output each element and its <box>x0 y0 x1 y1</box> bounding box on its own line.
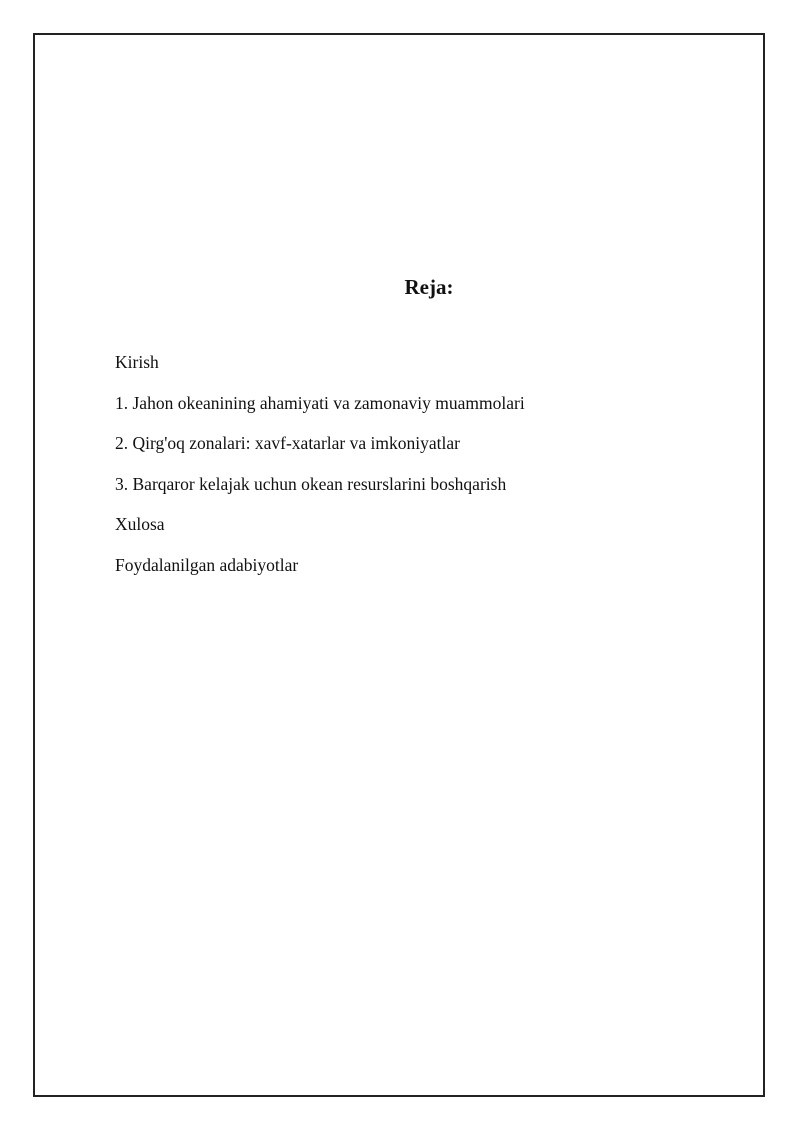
toc-item-conclusion: Xulosa <box>115 514 165 534</box>
toc-item-chapter-3: 3. Barqaror kelajak uchun okean resurslarini boshqarish <box>115 473 507 494</box>
toc-item-chapter-1: 1. Jahon okeanining ahamiyati va zamonaviy muammolari <box>115 392 525 413</box>
toc-item-introduction: Kirish <box>115 352 159 372</box>
page-title: Reja: <box>404 275 454 299</box>
table-of-contents <box>115 351 525 594</box>
toc-item-references: Foydalanilgan adabiyotlar <box>115 554 299 575</box>
toc-item-chapter-2: 2. Qirg'oq zonalari: xavf-xatarlar va imkoniyatlar <box>115 433 460 453</box>
